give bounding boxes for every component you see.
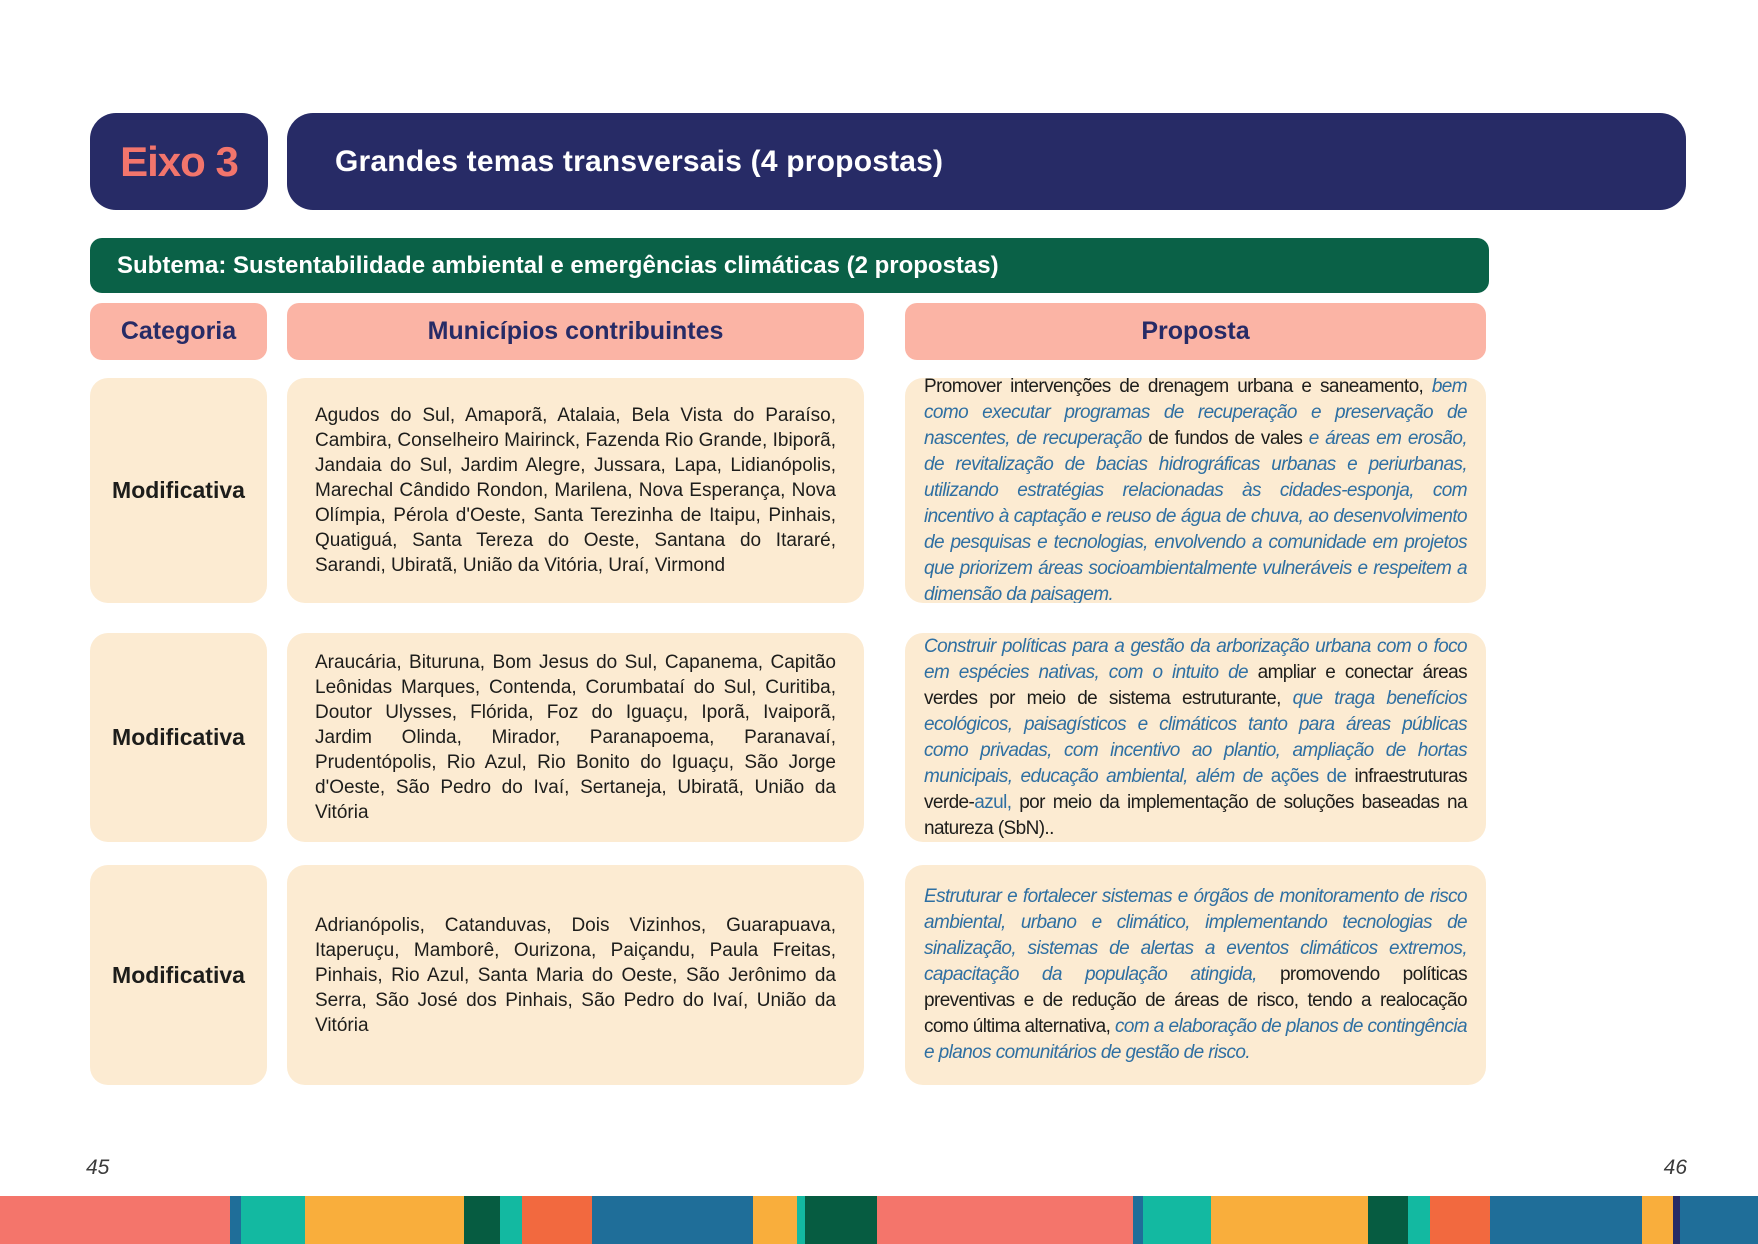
proposta-text-segment: bem como executar programas de recuperação e preservação de nascentes, de recuperação [924,378,1467,449]
proposta-text-segment: infraestruturas verde- [924,765,1467,813]
footer-stripe [1211,1196,1368,1244]
proposta-text-segment: ações de [1270,765,1355,787]
proposta-cell-row3 [905,865,1486,1085]
proposta-text-segment: de fundos de vales [1148,427,1309,449]
proposta-text-segment: Promover intervenções de drenagem urbana e saneamento, [924,378,1432,397]
footer-stripe [522,1196,592,1244]
footer-stripe [1143,1196,1211,1244]
proposta-text-row2 [924,634,1467,842]
footer-stripe [464,1196,500,1244]
footer-stripe [797,1196,805,1244]
footer-stripe-bar [0,1196,1758,1244]
footer-stripe [0,1196,230,1244]
page-title: Grandes temas transversais (4 propostas) [335,144,944,178]
footer-stripe [592,1196,753,1244]
subtema-bar [90,238,1489,293]
category-cell-row2: Modificativa [90,633,267,842]
proposta-text-row3 [924,884,1467,1066]
title-bar [287,113,1686,210]
municipios-cell-row1 [287,378,864,603]
municipios-text-row1: Agudos do Sul, Amaporã, Atalaia, Bela Vista do Paraíso, Cambira, Conselheiro Mairinck, Fazenda Rio Grande, Ibiporã, Jandaia do Sul, Jardim Alegre, Jussara, Lapa, Lidianópolis, Marechal Cândido Rondon, Marilena, Nova Esperança, Nova Olímpia, Pérola d'Oeste, Santa Terezinha de Itaipu, Pinhais, Quatiguá, Santa Tereza do Oeste, Santana do Itararé, Sarandi, Ubiratã, União da Vitória, Uraí, Virmond [315,405,836,576]
footer-stripe [1133,1196,1143,1244]
footer-stripe [1490,1196,1642,1244]
proposta-text-segment: promovendo políticas preventivas e de redução de áreas de risco, tendo a realocação como última alternativa, [924,964,1467,1037]
subtema-label: Subtema: Sustentabilidade ambiental e emergências climáticas (2 propostas) [117,251,999,279]
footer-stripe [305,1196,464,1244]
eixo-label: Eixo 3 [120,137,238,185]
footer-stripe [1673,1196,1680,1244]
footer-stripe [877,1196,1133,1244]
footer-stripe [1368,1196,1408,1244]
proposta-text-segment: com a elaboração de planos de contingência e planos comunitários de gestão de risco. [924,1016,1467,1063]
municipios-text-row2: Araucária, Bituruna, Bom Jesus do Sul, Capanema, Capitão Leônidas Marques, Contenda, Corumbataí do Sul, Curitiba, Doutor Ulysses, Flórida, Foz do Iguaçu, Iporã, Ivaiporã, Jardim Olinda, Mirador, Paranapoema, Paranavaí, Prudentópolis, Rio Azul, Rio Bonito do Iguaçu, São Jorge d'Oeste, São Pedro do Ivaí, Sertaneja, Ubiratã, União da Vitória [315,652,836,823]
proposta-cell-row1 [905,378,1486,603]
proposta-text-segment: azul, [974,791,1020,813]
footer-stripe [1680,1196,1758,1244]
footer-stripe [753,1196,797,1244]
footer-stripe [1642,1196,1673,1244]
proposta-text-segment: que traga benefícios ecológicos, paisagísticos e climáticos tanto para áreas públicas como privadas, com incentivo ao plantio, ampliação de hortas municipais, educação ambiental, além de [924,687,1467,787]
footer-stripe [230,1196,241,1244]
municipios-cell-row3 [287,865,864,1085]
municipios-cell-row2 [287,633,864,842]
proposta-cell-row2 [905,633,1486,842]
category-cell-row1: Modificativa [90,378,267,603]
header-row [90,113,1686,210]
column-header-municipios: Municípios contribuintes [287,303,864,360]
page-number-left: 45 [86,1156,110,1179]
column-header-proposta: Proposta [905,303,1486,360]
footer-stripe [805,1196,877,1244]
municipios-text-row3: Adrianópolis, Catanduvas, Dois Vizinhos, Guarapuava, Itaperuçu, Mamborê, Ourizona, Paiçandu, Paula Freitas, Pinhais, Rio Azul, Santa Maria do Oeste, São Jerônimo da Serra, São José dos Pinhais, São Pedro do Ivaí, União da Vitória [315,914,836,1036]
footer-stripe [500,1196,522,1244]
proposta-text-segment: ampliar e conectar áreas verdes por meio de sistema estruturante, [924,661,1468,709]
proposta-text-row1 [924,378,1467,603]
proposta-text-segment: e áreas em erosão, de revitalização de bacias hidrográficas urbanas e periurbanas, utilizando estratégias relacionadas às cidades-esponja, com incentivo à captação e reuso de água de chuva, ao desenvolvimento de pesquisas e tecnologias, envolvendo a comunidade em projetos que priorizem áreas socioambientalmente vulneráveis e respeitem a dimensão da paisagem. [924,427,1467,603]
footer-stripe [241,1196,305,1244]
proposta-text-segment: Construir políticas para a gestão da arborização urbana com o foco em espécies nativas, com o intuito de [924,635,1467,683]
proposta-text-segment: Estruturar e fortalecer sistemas e órgãos de monitoramento de risco ambiental, urbano e climático, implementando tecnologias de sinalização, sistemas de alertas a eventos climáticos extremos, capacitação da população atingida, [924,886,1467,985]
page-number-right: 46 [1663,1156,1687,1179]
eixo-badge [90,113,268,210]
footer-stripe [1408,1196,1430,1244]
category-cell-row3: Modificativa [90,865,267,1085]
column-header-categoria: Categoria [90,303,267,360]
proposta-text-segment: por meio da implementação de soluções baseadas na natureza (SbN).. [924,791,1467,839]
footer-stripe [1430,1196,1490,1244]
